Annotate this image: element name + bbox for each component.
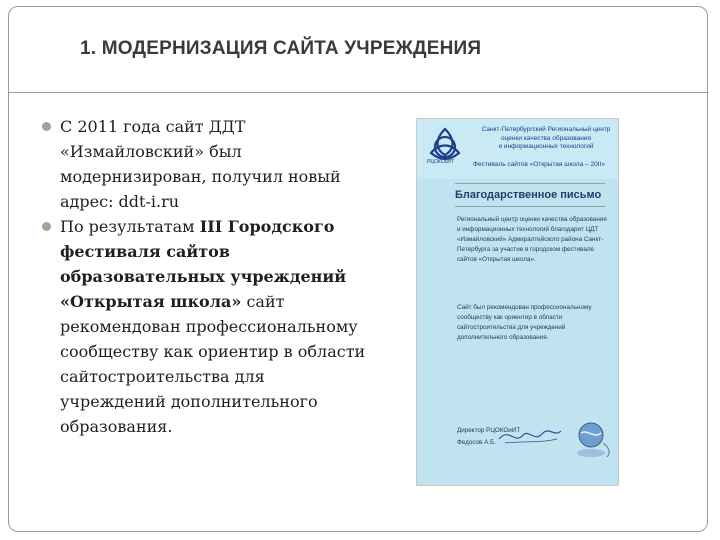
org-line-3: и информационных технологий bbox=[498, 143, 594, 150]
page-title: 1. МОДЕРНИЗАЦИЯ САЙТА УЧРЕЖДЕНИЯ bbox=[80, 38, 482, 59]
signature-icon bbox=[495, 421, 565, 451]
signer-name: Федосов А.Б. bbox=[457, 439, 496, 446]
bullet-text-2-suffix: сайт рекомендован профессиональному сообществу как ориентир в области сайтостроительства для учреждений дополнительного образования. bbox=[60, 292, 366, 436]
org-line-2: оценки качества образования bbox=[501, 134, 591, 142]
certificate-festival: Фестиваль сайтов «Открытая школа – 20II» bbox=[473, 161, 605, 168]
globe-mouse-icon bbox=[569, 415, 615, 461]
signer-position: Директор РЦОКОиИТ bbox=[457, 427, 521, 434]
bullet-list bbox=[42, 114, 372, 439]
org-line-1: Санкт-Петербургский Региональный центр bbox=[481, 126, 611, 133]
bullet-text-2-prefix: По результатам bbox=[60, 217, 200, 236]
title-divider bbox=[8, 92, 708, 93]
certificate-title: Благодарственное письмо bbox=[455, 183, 605, 207]
bullet-item-1 bbox=[42, 114, 372, 214]
bullet-dot-icon bbox=[42, 222, 51, 231]
bullet-text-1: С 2011 года сайт ДДТ «Измайловский» был модернизирован, получил новый адрес: ddt-i.ru bbox=[60, 117, 341, 211]
bullet-dot-icon bbox=[42, 122, 51, 131]
bullet-item-2 bbox=[42, 214, 372, 439]
logo-caption: РЦОКОиИТ bbox=[427, 159, 455, 165]
bullet-text-2-bold: III Городского фестиваля сайтов образовательных учреждений «Открытая школа» bbox=[60, 217, 347, 311]
certificate-image bbox=[416, 118, 619, 486]
certificate-organization bbox=[477, 126, 615, 152]
certificate-text-1: Региональный центр оценки качества образования и информационных технологий благодарит ЦДТ «Измайловский» Адмиралтейского района Санкт-Петербурга за участие в городском фестивале сайтов «Открытая школа». bbox=[457, 216, 607, 263]
certificate-text-2: Сайт был рекомендован профессиональному сообществу как ориентир в области сайтостроительства для учреждений дополнительного образования. bbox=[457, 304, 592, 341]
